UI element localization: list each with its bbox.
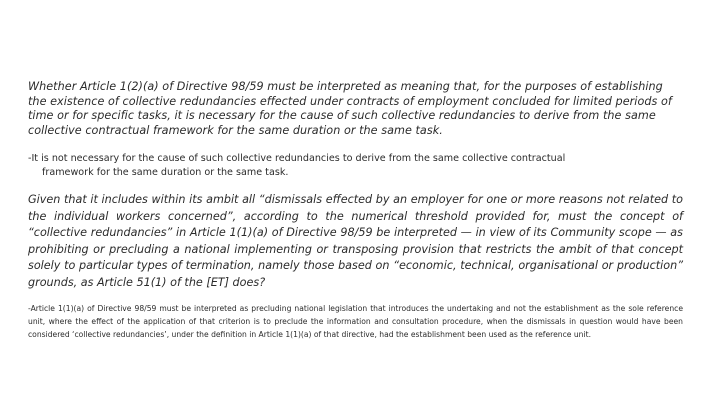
- answer-2-text: -Article 1(1)(a) of Directive 98/59 must be interpreted as precluding national legislation that introduces the undertaking and not the establishment as the sole reference unit, where the effect of the application of that criterion is to preclude the information and consultation procedure, when the dismissals in question would have been considered ‘collective redundancies’, under the definition in Article 1(1)(a) of that directive, had the establishment been used as the reference unit.: [28, 304, 683, 339]
- answer-1-lead-text: -It is not necessary for the cause of such collective redundancies to derive from the same collective contractual: [28, 153, 566, 164]
- question-2-text: Given that it includes within its ambit all “dismissals effected by an employer for one or more reasons not related to the individual workers concerned”, according to the numerical threshold provided for, must the concept of “collective redundancies” in Article 1(1)(a) of Directive 98/59 be interpreted — in view of its Community scope — as prohibiting or precluding a national implementing or transposing provision that restricts the ambit of that concept solely to particular types of termination, namely those based on “economic, technical, organisational or production” grounds, as Article 51(1) of the [ET] does?: [28, 193, 683, 289]
- question-1-text: Whether Article 1(2)(a) of Directive 98/59 must be interpreted as meaning that, for the purposes of establishing the existence of collective redundancies effected under contracts of employment concluded for limited periods of time or for specific tasks, it is necessary for the cause of such collective redundancies to derive from the same collective contractual framework for the same duration or the same task.: [28, 80, 672, 137]
- answer-1-continuation-text: framework for the same duration or the same task.: [42, 167, 289, 178]
- answer-1: [28, 152, 683, 180]
